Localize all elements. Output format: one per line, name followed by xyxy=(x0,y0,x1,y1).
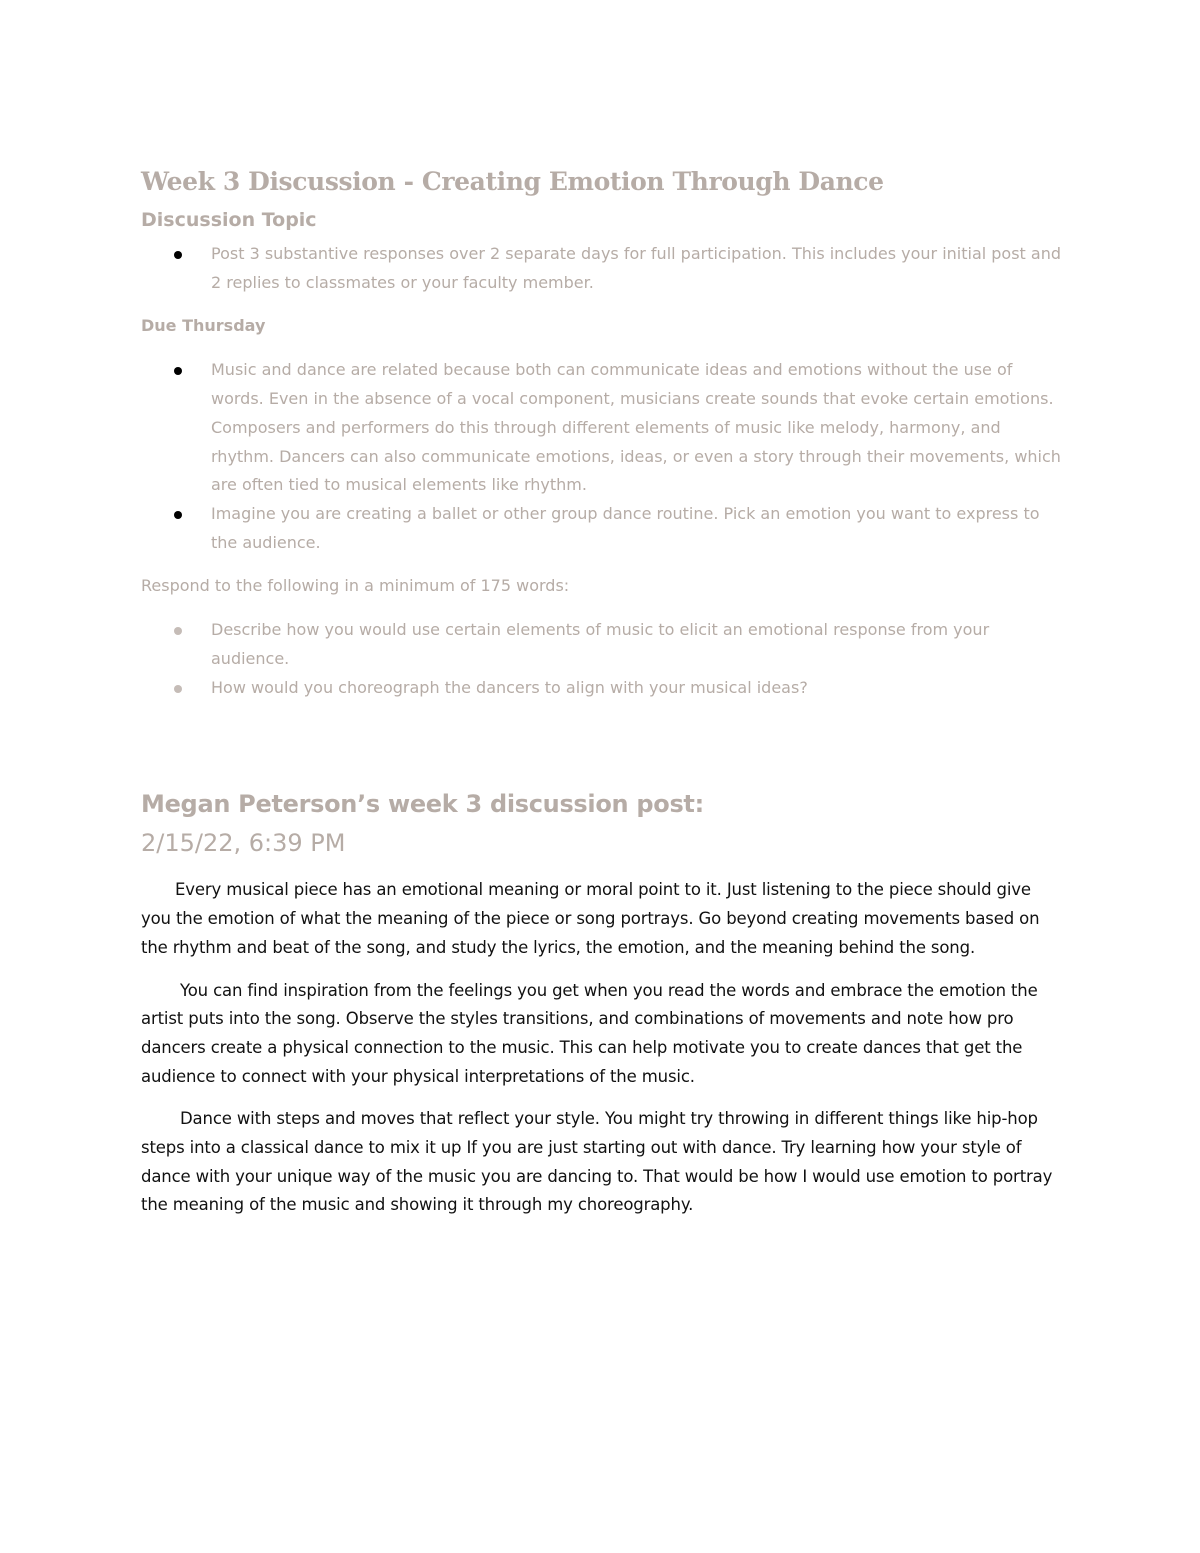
post-paragraph: You can find inspiration from the feelings you get when you read the words and embrace the emotion the artist puts into the song. Observe the styles transitions, and combinations of movements and note how pro dancers create a physical connection to the music. This can help motivate you to create dances that get the audience to connect with your physical interpretations of the music. xyxy=(141,980,1038,1086)
post-author-heading: Megan Peterson’s week 3 discussion post: xyxy=(141,790,704,819)
list-item-text: Imagine you are creating a ballet or other group dance routine. Pick an emotion you want to express to the audience. xyxy=(211,503,1040,552)
list-item xyxy=(141,240,1061,297)
prompt-list xyxy=(141,356,1061,557)
list-item xyxy=(141,674,1061,703)
question-list xyxy=(141,616,1061,702)
list-item xyxy=(141,500,1061,557)
document-title: Week 3 Discussion - Creating Emotion Through Dance xyxy=(141,167,884,196)
due-label: Due Thursday xyxy=(141,316,266,336)
list-item xyxy=(141,616,1061,673)
list-item-text: Music and dance are related because both can communicate ideas and emotions without the use of words. Even in the absence of a vocal component, musicians create sounds that evoke certain emotions. Composers and performers do this through different elements of music like melody, harmony, and rhythm. Dancers can also communicate emotions, ideas, or even a story through their movements, which are often tied to musical elements like rhythm. xyxy=(211,360,1061,495)
post-body xyxy=(141,876,1061,1220)
bullet-icon xyxy=(174,367,182,375)
post-paragraph: Every musical piece has an emotional meaning or moral point to it. Just listening to the piece should give you the emotion of what the meaning of the piece or song portrays. Go beyond creating movements based on the rhythm and beat of the song, and study the lyrics, the emotion, and the meaning behind the song. xyxy=(141,880,1040,957)
bullet-icon xyxy=(174,627,182,635)
bullet-icon xyxy=(174,511,182,519)
post-paragraph: Dance with steps and moves that reflect your style. You might try throwing in different things like hip-hop steps into a classical dance to mix it up If you are just starting out with dance. Try learning how your style of dance with your unique way of the music you are dancing to. That would be how I would use emotion to portray the meaning of the music and showing it through my choreography. xyxy=(141,1109,1053,1215)
post-timestamp: 2/15/22, 6:39 PM xyxy=(141,829,346,858)
document-content xyxy=(141,164,1061,1220)
bullet-icon xyxy=(174,685,182,693)
respond-instruction: Respond to the following in a minimum of 175 words: xyxy=(141,576,570,596)
list-item-text: Describe how you would use certain elements of music to elicit an emotional response from your audience. xyxy=(211,620,990,669)
list-item xyxy=(141,356,1061,500)
list-item-text: How would you choreograph the dancers to align with your musical ideas? xyxy=(211,677,808,697)
participation-list xyxy=(141,240,1061,297)
discussion-topic-heading: Discussion Topic xyxy=(141,209,317,231)
list-item-text: Post 3 substantive responses over 2 separate days for full participation. This includes your initial post and 2 replies to classmates or your faculty member. xyxy=(211,244,1062,292)
bullet-icon xyxy=(174,251,182,259)
